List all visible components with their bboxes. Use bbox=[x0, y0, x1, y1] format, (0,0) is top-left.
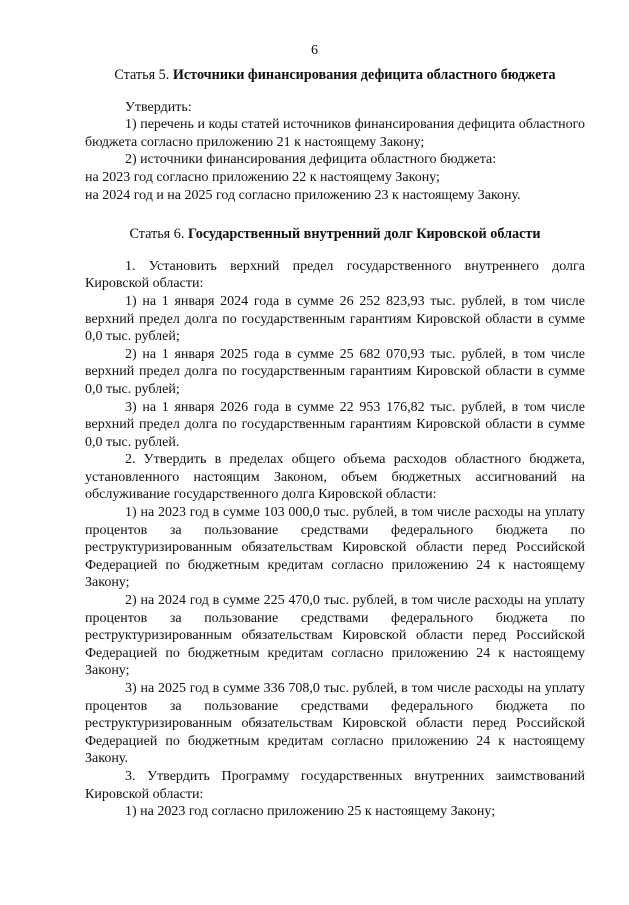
article-6-paragraph: 3) на 2025 год в сумме 336 708,0 тыс. рублей, в том числе расходы на уплату процентов за пользование средствами федерального бюджета по реструктуризированным обязательствам Кировской области перед Российской Федерацией по бюджетным кредитам согласно приложению 24 к настоящему Закону. bbox=[85, 681, 585, 767]
article-6-paragraph: 3. Утвердить Программу государственных внутренних заимствований Кировской области: bbox=[85, 768, 585, 802]
spacer bbox=[85, 204, 585, 226]
article-6-paragraph: 1. Установить верхний предел государственного внутреннего долга Кировской области: bbox=[85, 258, 585, 292]
article-5-heading bbox=[85, 67, 585, 85]
article-6-paragraph: 2. Утвердить в пределах общего объема расходов областного бюджета, установленного настоящим Законом, объем бюджетных ассигнований на обслуживание государственного долга Кировской области: bbox=[85, 452, 585, 503]
article-6-paragraph: 3) на 1 января 2026 года в сумме 22 953 176,82 тыс. рублей, в том числе верхний предел долга по государственным гарантиям Кировской области в сумме 0,0 тыс. рублей. bbox=[85, 399, 585, 450]
article-6-paragraph: 1) на 2023 год в сумме 103 000,0 тыс. рублей, в том числе расходы на уплату процентов за пользование средствами федерального бюджета по реструктуризированным обязательствам Кировской области перед Российской Федерацией по бюджетным кредитам согласно приложению 24 к настоящему Закону; bbox=[85, 505, 585, 591]
article-5-paragraph: 1) перечень и коды статей источников финансирования дефицита областного бюджета согласно приложению 21 к настоящему Закону; bbox=[85, 117, 585, 150]
article-6-prefix: Статья 6. bbox=[129, 226, 185, 243]
article-5-paragraph: на 2024 год и на 2025 год согласно приложению 23 к настоящему Закону. bbox=[85, 187, 521, 203]
article-5-title: Источники финансирования дефицита областного бюджета bbox=[172, 67, 556, 83]
article-6-title: Государственный внутренний долг Кировской области bbox=[187, 226, 541, 243]
article-5-paragraph: Утвердить: bbox=[125, 99, 192, 115]
article-5-prefix: Статья 5. bbox=[114, 67, 170, 83]
spacer bbox=[85, 85, 585, 99]
article-6-paragraph: 1) на 2023 год согласно приложению 25 к настоящему Закону; bbox=[125, 804, 496, 820]
article-6-heading bbox=[85, 226, 585, 244]
article-6-paragraph: 2) на 2024 год в сумме 225 470,0 тыс. рублей, в том числе расходы на уплату процентов за пользование средствами федерального бюджета по реструктуризированным обязательствам Кировской области перед Российской Федерацией по бюджетным кредитам согласно приложению 24 к настоящему Закону; bbox=[85, 593, 585, 679]
article-6-paragraph: 2) на 1 января 2025 года в сумме 25 682 070,93 тыс. рублей, в том числе верхний предел долга по государственным гарантиям Кировской области в сумме 0,0 тыс. рублей; bbox=[85, 346, 585, 397]
page-number: 6 bbox=[311, 43, 318, 58]
document-body bbox=[85, 67, 585, 821]
spacer bbox=[85, 244, 585, 258]
article-5-paragraph: 2) источники финансирования дефицита областного бюджета: bbox=[125, 152, 497, 168]
article-6-paragraph: 1) на 1 января 2024 года в сумме 26 252 823,93 тыс. рублей, в том числе верхний предел долга по государственным гарантиям Кировской области в сумме 0,0 тыс. рублей; bbox=[85, 293, 585, 345]
article-5-paragraph: на 2023 год согласно приложению 22 к настоящему Закону; bbox=[85, 169, 440, 185]
